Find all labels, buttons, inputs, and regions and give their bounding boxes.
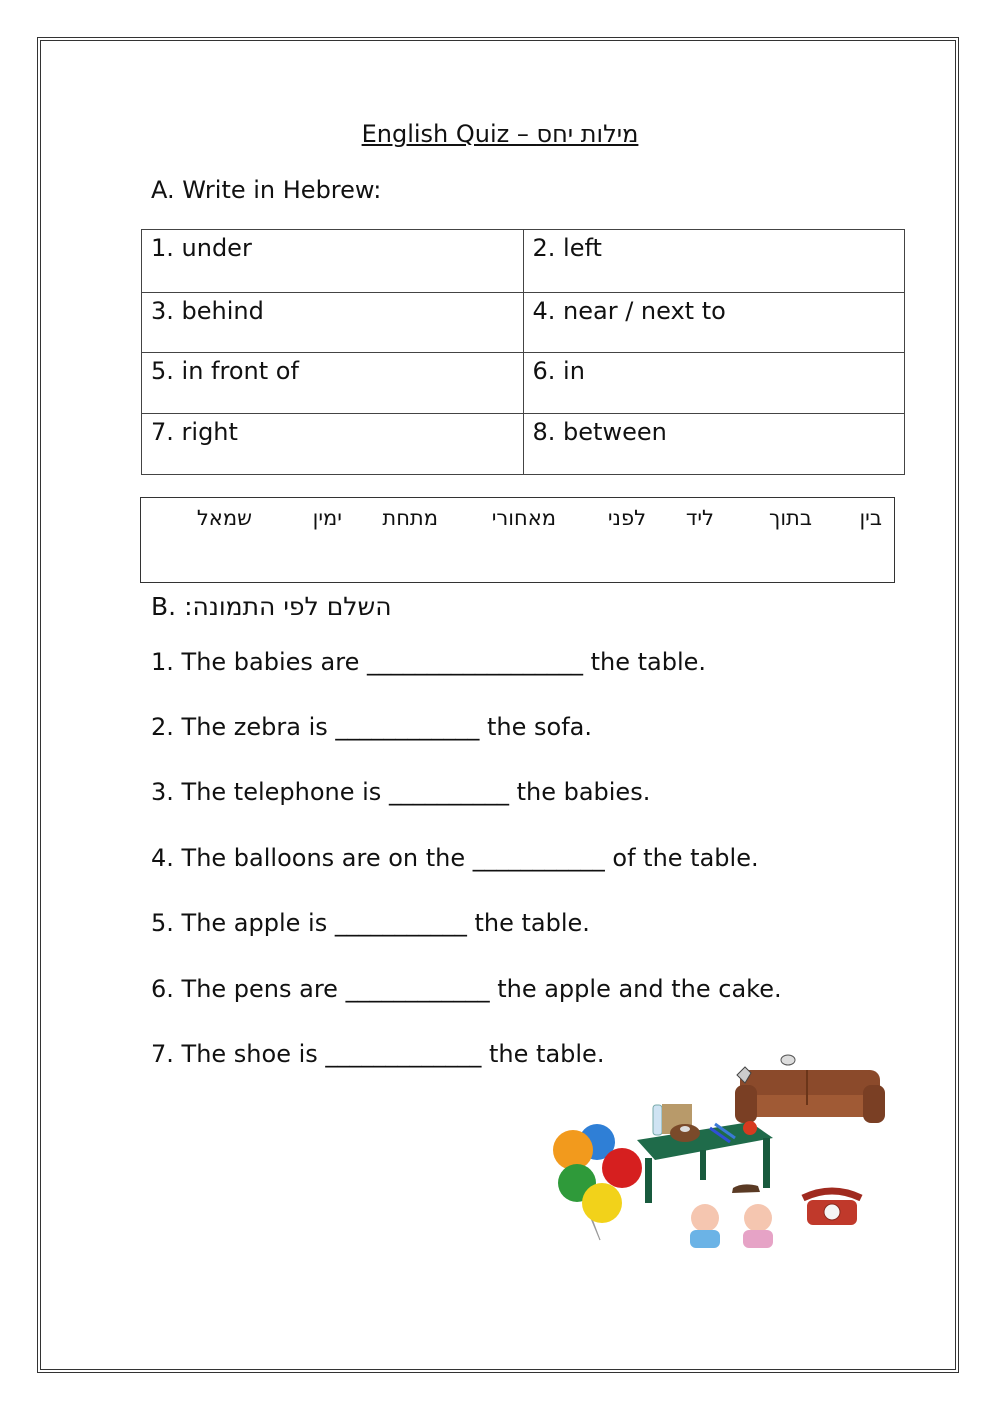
section-b-heading [151,592,392,621]
word-bank-item: בתוך [769,506,812,530]
shoe-illustration [732,1184,760,1193]
vocab-table [141,229,905,475]
vocab-cell[interactable]: 8. between [523,414,905,475]
sentence-1[interactable]: 1. The babies are __________________ the table. [151,648,707,676]
table-row [142,230,905,293]
section-b-instruction: השלם לפי התמונה: [184,592,392,621]
page-title: English Quiz – מילות יחס [361,120,639,148]
telephone-illustration [803,1191,861,1225]
sentence-5[interactable]: 5. The apple is ___________ the table. [151,909,590,937]
vocab-cell[interactable]: 1. under [142,230,524,293]
word-bank-item: ימין [312,506,342,530]
vocab-cell[interactable]: 3. behind [142,293,524,353]
vocab-cell[interactable]: 4. near / next to [523,293,905,353]
bottle-illustration [653,1105,662,1135]
vocab-cell[interactable]: 5. in front of [142,353,524,414]
cake-illustration [670,1124,700,1142]
word-bank-item: בין [859,506,882,530]
baby-illustration [690,1204,720,1248]
sentence-4[interactable]: 4. The balloons are on the ___________ of the table. [151,844,759,872]
sentence-7[interactable]: 7. The shoe is _____________ the table. [151,1040,605,1068]
sofa-illustration [735,1070,885,1123]
balloons-illustration [553,1124,642,1240]
apple-illustration [743,1121,757,1135]
vocab-cell[interactable]: 7. right [142,414,524,475]
table-row [142,353,905,414]
vocab-cell[interactable]: 6. in [523,353,905,414]
word-bank-item: לפני [607,506,646,530]
word-bank-item: שמאל [196,506,252,530]
sentence-3[interactable]: 3. The telephone is __________ the babies. [151,778,651,806]
table-row [142,414,905,475]
word-bank-item: מאחורי [491,506,556,530]
baby-illustration [743,1204,773,1248]
table-row [142,293,905,353]
section-b-letter: B. [151,592,177,621]
word-bank-item: ליד [685,506,714,530]
room-illustration [545,1050,890,1250]
sentence-6[interactable]: 6. The pens are ____________ the apple and the cake. [151,975,782,1003]
sentence-2[interactable]: 2. The zebra is ____________ the sofa. [151,713,593,741]
word-bank-item: מתחת [382,506,438,530]
word-bank [140,497,895,583]
vocab-cell[interactable]: 2. left [523,230,905,293]
section-a-heading: A. Write in Hebrew: [151,176,382,204]
